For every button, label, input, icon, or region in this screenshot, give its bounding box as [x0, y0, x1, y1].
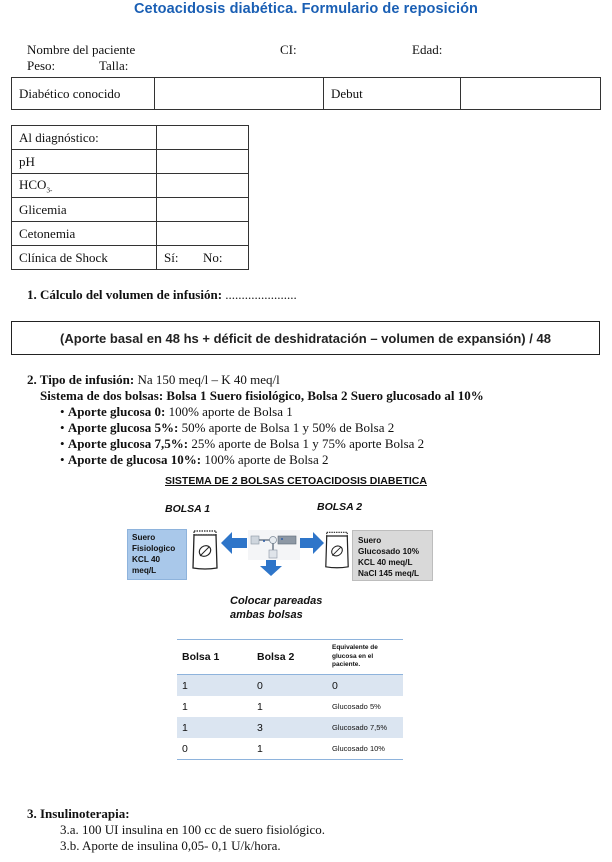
glicemia-label: Glicemia [12, 198, 157, 222]
bag1-line: Fisiologico [132, 544, 176, 553]
hco3-subscript: 3- [46, 186, 53, 195]
cell-equivalent: Glucosado 5% [332, 702, 381, 711]
bullet-text: 100% aporte de Bolsa 2 [201, 452, 329, 467]
bullet-bold: Aporte glucosa 7,5%: [67, 436, 189, 451]
glucose-equivalence-table [177, 639, 403, 760]
pairing-note-line: Colocar pareadas [230, 595, 323, 607]
iv-bag-icon [323, 528, 351, 572]
shock-field[interactable] [157, 246, 249, 270]
cetonemia-label: Cetonemia [12, 222, 157, 246]
bullet-item: • Aporte glucosa 7,5%: 25% aporte de Bolsa 1 y 75% aporte Bolsa 2 [60, 436, 425, 451]
ph-field[interactable] [157, 150, 249, 174]
cell-bolsa1: 0 [182, 742, 188, 755]
bullet-bold: Aporte glucosa 0: [67, 404, 166, 419]
iv-bag-icon [190, 528, 220, 572]
diagnosis-table [11, 125, 249, 270]
bullet-bold: Aporte de glucosa 10%: [67, 452, 202, 467]
y-connector-icon [248, 530, 300, 560]
hco3-text: HCO [19, 176, 47, 192]
diagnosis-row-label: Al diagnóstico: [12, 126, 157, 150]
bullet-text: 50% aporte de Bolsa 1 y 50% de Bolsa 2 [178, 420, 395, 435]
bag1-line: Suero [132, 533, 156, 542]
table-row [177, 675, 403, 697]
insulin-item: 3.a. 100 UI insulina en 100 cc de suero fisiológico. [60, 822, 325, 837]
patient-age-label: Edad: [412, 42, 443, 57]
section1-heading [27, 287, 297, 303]
cell-bolsa1: 1 [177, 717, 252, 738]
diagnosis-field[interactable] [157, 126, 249, 150]
bullet-item: • Aporte de glucosa 10%: 100% aporte de Bolsa 2 [60, 452, 329, 467]
bullet-bold: Aporte glucosa 5%: [67, 420, 179, 435]
bag2-contents-box [352, 530, 433, 581]
cell-bolsa1: 1 [182, 700, 188, 713]
bag2-line: NaCl 145 meq/L [358, 569, 419, 578]
table-row [177, 717, 403, 738]
arrow-down-icon [260, 560, 282, 576]
col-header-equivalent-text: Equivalente de glucosa en el paciente. [332, 644, 378, 669]
bag1-line: meq/L [132, 566, 157, 575]
cell-bolsa2: 3 [252, 717, 327, 738]
cell-bolsa1: 1 [177, 675, 252, 697]
section3-heading: 3. Insulinoterapia: [27, 806, 130, 821]
cetonemia-field[interactable] [157, 222, 249, 246]
table-row [177, 696, 403, 717]
section2-heading [27, 372, 280, 388]
patient-name-label: Nombre del paciente [27, 42, 136, 57]
section2-heading-text: 2. Tipo de infusión: [27, 372, 135, 387]
cell-equivalent: 0 [327, 675, 403, 697]
bag2-label: BOLSA 2 [317, 501, 363, 513]
infusion-formula-box: (Aporte basal en 48 hs + déficit de deshidratación – volumen de expansión) / 48 [11, 321, 600, 355]
shock-label: Clínica de Shock [12, 246, 157, 270]
shock-yes-label[interactable]: Sí: [164, 249, 179, 265]
arrow-left-icon [221, 532, 247, 554]
table-row [177, 738, 403, 760]
section1-heading-text: 1. Cálculo del volumen de infusión: [27, 287, 223, 302]
insulin-item: 3.b. Aporte de insulina 0,05- 0,1 U/k/hora. [60, 838, 281, 853]
col-header-bolsa1: Bolsa 1 [177, 640, 252, 675]
diagram-heading: SISTEMA DE 2 BOLSAS CETOACIDOSIS DIABETICA [165, 475, 427, 487]
cell-equivalent: Glucosado 10% [332, 744, 385, 753]
bullet-text: 100% aporte de Bolsa 1 [165, 404, 293, 419]
debut-label: Debut [324, 78, 461, 110]
bullet-item: • Aporte glucosa 5%: 50% aporte de Bolsa 1 y 50% de Bolsa 2 [60, 420, 395, 435]
bullet-text: 25% aporte de Bolsa 1 y 75% aporte Bolsa 2 [188, 436, 425, 451]
known-diabetic-label: Diabético conocido [12, 78, 155, 110]
col-header-bolsa2: Bolsa 2 [252, 640, 327, 675]
pairing-note-line: ambas bolsas [230, 609, 303, 621]
section1-blank[interactable]: ...................... [225, 287, 297, 302]
page-title: Cetoacidosis diabética. Formulario de reposición [133, 1, 479, 17]
cell-bolsa2: 1 [257, 700, 263, 713]
col-header-equivalent [327, 640, 403, 675]
two-bag-system-line: Sistema de dos bolsas: Bolsa 1 Suero fisiológico, Bolsa 2 Suero glucosado al 10% [40, 388, 484, 403]
bag2-line: Glucosado 10% [358, 547, 419, 556]
glicemia-field[interactable] [157, 198, 249, 222]
glucose-bullets [60, 404, 424, 468]
ph-label: pH [12, 150, 157, 174]
cell-bolsa2: 1 [257, 742, 263, 755]
bag1-contents-box [127, 529, 187, 580]
hco3-field[interactable] [157, 174, 249, 198]
hco3-label [12, 174, 157, 198]
diabetes-status-table [11, 77, 601, 110]
known-diabetic-field[interactable] [155, 78, 324, 110]
pairing-note [230, 594, 322, 622]
patient-weight-label: Peso: [27, 58, 56, 73]
cell-bolsa2: 0 [252, 675, 327, 697]
bag2-line: Suero [358, 536, 382, 545]
bag1-line: KCL 40 [132, 555, 161, 564]
debut-field[interactable] [461, 78, 601, 110]
patient-ci-label: CI: [280, 42, 297, 57]
bag2-line: KCL 40 meq/L [358, 558, 413, 567]
shock-no-label[interactable]: No: [202, 249, 223, 265]
section2-heading-value: Na 150 meq/l – K 40 meq/l [137, 372, 280, 387]
cell-equivalent: Glucosado 7,5% [327, 717, 403, 738]
patient-height-label: Talla: [99, 58, 129, 73]
bullet-item: • Aporte glucosa 0: 100% aporte de Bolsa 1 [60, 404, 293, 419]
bag1-label: BOLSA 1 [165, 503, 211, 515]
arrow-right-icon [300, 532, 324, 554]
